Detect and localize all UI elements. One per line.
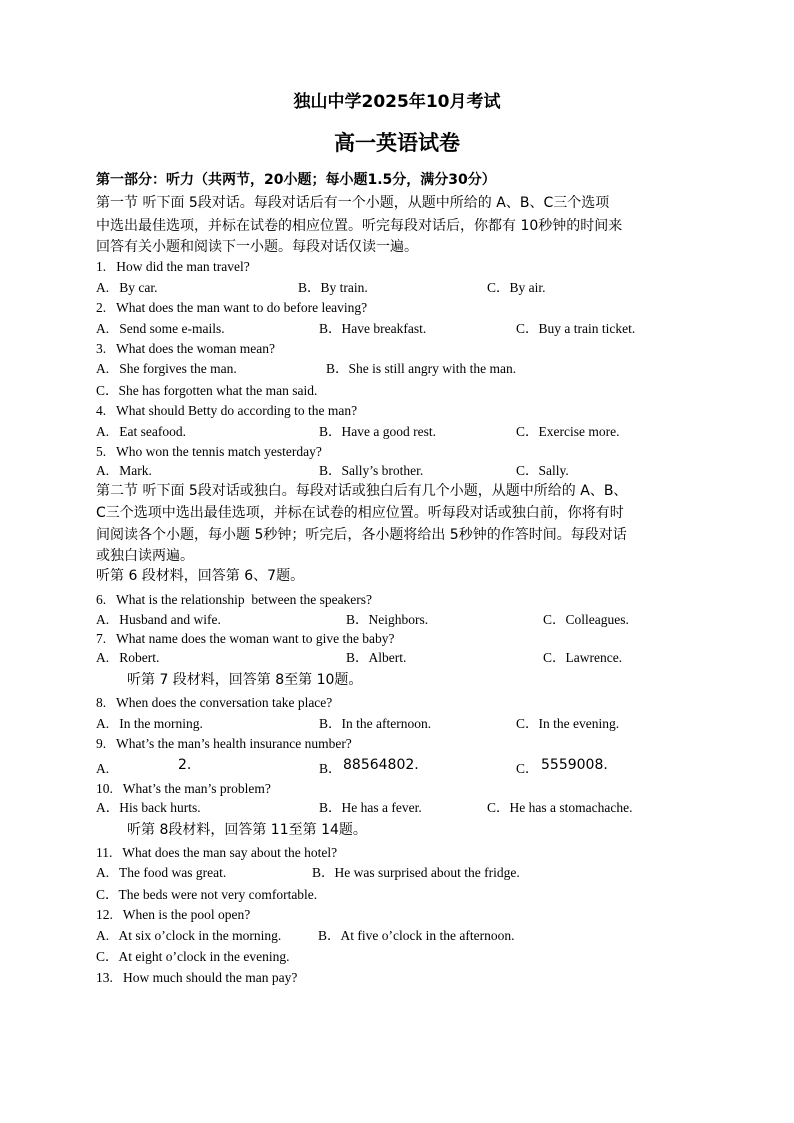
option-b-value: 88564802. (343, 757, 419, 773)
option-a: A．His back hurts. (96, 800, 201, 815)
option-c: C．Lawrence. (543, 650, 623, 665)
option-a: A. Robert. (96, 650, 160, 665)
option-a: A. By car. (96, 280, 158, 295)
option-b: B．He has a fever. (319, 800, 422, 815)
paper-title: 高一英语试卷 (334, 131, 460, 155)
question-stem: 9. What’s the man’s health insurance number? (96, 736, 352, 751)
section1-instructions-line2: 中选出最佳选项，并标在试卷的相应位置。听完每段对话后，你都有 10秒钟的时间来 (96, 218, 623, 234)
option-a: A. At six o’clock in the morning. (96, 928, 282, 943)
school-title: 独山中学2025年10月考试 (293, 92, 501, 112)
option-a: A. Mark. (96, 463, 152, 478)
option-c: C．In the evening. (516, 716, 620, 731)
section2-instructions-line3: 间阅读各个小题，每小题 5秒钟；听完后，各小题将给出 5秒钟的作答时间。每段对话 (96, 527, 627, 543)
question-stem: 4. What should Betty do according to the man? (96, 403, 358, 418)
option-a: A. In the morning. (96, 716, 203, 731)
part1-heading: 第一部分：听力（共两节，20小题；每小题1.5分，满分30分） (96, 172, 496, 188)
option-b: B．In the afternoon. (319, 716, 432, 731)
option-c: C．By air. (487, 280, 546, 295)
question-stem: 2. What does the man want to do before leaving? (96, 300, 368, 315)
option-b: B．Sally’s brother. (319, 463, 424, 478)
option-a-value: 2. (178, 757, 192, 773)
option-b: B．Have a good rest. (319, 424, 436, 439)
question-stem: 8. When does the conversation take place? (96, 695, 333, 710)
option-c: C．She has forgotten what the man said. (96, 383, 318, 398)
option-c-value: 5559008. (541, 757, 608, 773)
section2-instructions-line2: C三个选项中选出最佳选项，并标在试卷的相应位置。听每段对话或独白前，你将有时 (96, 505, 624, 521)
question-stem: 3. What does the woman mean? (96, 341, 275, 356)
option-c: C．Exercise more. (516, 424, 620, 439)
option-b: B．He was surprised about the fridge. (312, 865, 520, 880)
section2-instructions-line1: 第二节 听下面 5段对话或独白。每段对话或独白后有几个小题，从题中所给的 A、B、 (96, 483, 628, 499)
question-stem: 13. How much should the man pay? (96, 970, 298, 985)
question-stem: 5. Who won the tennis match yesterday? (96, 444, 322, 459)
option-a: A. Eat seafood. (96, 424, 186, 439)
option-b: B．Neighbors. (346, 612, 429, 627)
option-c-label: C． (516, 761, 539, 776)
section1-instructions-line1: 第一节 听下面 5段对话。每段对话后有一个小题，从题中所给的 A、B、C三个选项 (96, 195, 610, 211)
material-8-note: 听第 8段材料，回答第 11至第 14题。 (127, 822, 367, 838)
section2-instructions-line4: 或独白读两遍。 (96, 548, 194, 564)
option-c: C．Colleagues. (543, 612, 629, 627)
option-b: B．At five o’clock in the afternoon. (318, 928, 515, 943)
question-stem: 10. What’s the man’s problem? (96, 781, 271, 796)
section1-instructions-line3: 回答有关小题和阅读下一小题。每段对话仅读一遍。 (96, 239, 418, 255)
question-stem: 11. What does the man say about the hotel? (96, 845, 338, 860)
question-stem: 6. What is the relationship between the speakers? (96, 592, 373, 607)
material-7-note: 听第 7 段材料，回答第 8至第 10题。 (127, 672, 363, 688)
option-a: A. She forgives the man. (96, 361, 237, 376)
material-6-note: 听第 6 段材料，回答第 6、7题。 (96, 568, 305, 584)
option-c: C．At eight o’clock in the evening. (96, 949, 290, 964)
question-stem: 12. When is the pool open? (96, 907, 251, 922)
option-c: C．Buy a train ticket. (516, 321, 636, 336)
question-stem: 1. How did the man travel? (96, 259, 250, 274)
option-a: A. Send some e-mails. (96, 321, 225, 336)
option-b: B．Have breakfast. (319, 321, 427, 336)
option-b: B．By train. (298, 280, 368, 295)
option-c: C．He has a stomachache. (487, 800, 633, 815)
option-c: C．The beds were not very comfortable. (96, 887, 318, 902)
option-a: A. Husband and wife. (96, 612, 221, 627)
option-b-label: B． (319, 761, 342, 776)
option-c: C．Sally. (516, 463, 569, 478)
option-a-label: A. (96, 761, 110, 776)
option-b: B．She is still angry with the man. (326, 361, 517, 376)
option-b: B．Albert. (346, 650, 407, 665)
question-stem: 7. What name does the woman want to give the baby? (96, 631, 395, 646)
option-a: A. The food was great. (96, 865, 227, 880)
